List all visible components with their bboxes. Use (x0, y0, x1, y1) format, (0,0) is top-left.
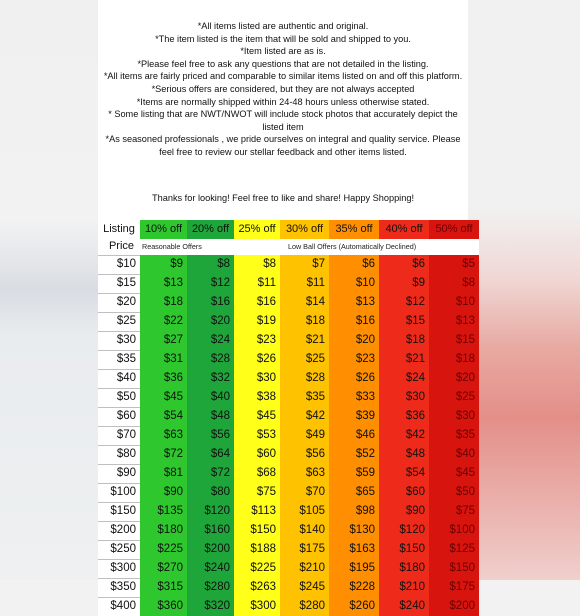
offer-price-cell: $48 (187, 407, 234, 426)
price-header: Price (98, 238, 140, 255)
offer-price-cell: $70 (280, 483, 329, 502)
row-divider (98, 540, 140, 541)
listing-price-cell: $150 (98, 502, 140, 521)
offer-price-cell: $45 (234, 407, 280, 426)
table-row (98, 521, 518, 540)
policy-note: * Some listing that are NWT/NWOT will include stock photos that accurately depict the listed item (108, 109, 458, 132)
offer-price-cell: $40 (187, 388, 234, 407)
listing-info-card (98, 0, 475, 612)
table-header-row (98, 220, 518, 239)
discount-column-header: 40% off (379, 220, 429, 239)
table-row (98, 559, 518, 578)
row-divider (98, 369, 140, 370)
policy-note: *All items listed are authentic and original. (197, 21, 369, 31)
offer-price-cell: $72 (140, 445, 187, 464)
offer-price-cell: $26 (329, 369, 379, 388)
offer-price-cell: $64 (187, 445, 234, 464)
offer-price-cell: $32 (187, 369, 234, 388)
offer-price-cell: $12 (379, 293, 429, 312)
offer-price-cell: $9 (379, 274, 429, 293)
offer-price-cell: $16 (187, 293, 234, 312)
offer-price-cell: $48 (379, 445, 429, 464)
offer-price-cell: $80 (187, 483, 234, 502)
offer-price-cell: $13 (429, 312, 479, 331)
offer-price-cell: $54 (140, 407, 187, 426)
offer-price-cell: $81 (140, 464, 187, 483)
row-divider (98, 502, 140, 503)
row-divider (98, 597, 140, 598)
offer-price-cell: $27 (140, 331, 187, 350)
offer-price-cell: $28 (280, 369, 329, 388)
listing-price-cell: $100 (98, 483, 140, 502)
reasonable-offers-label: Reasonable Offers (142, 242, 202, 251)
row-divider (98, 426, 140, 427)
policy-note: *All items are fairly priced and comparable to similar items listed on and off this platform. (103, 71, 463, 82)
offer-price-cell: $18 (379, 331, 429, 350)
listing-price-cell: $35 (98, 350, 140, 369)
offer-price-cell: $320 (187, 597, 234, 616)
offer-price-cell: $188 (234, 540, 280, 559)
row-divider (98, 350, 140, 351)
offer-price-cell: $15 (379, 312, 429, 331)
blurred-background-left (0, 0, 98, 580)
offer-price-cell: $35 (280, 388, 329, 407)
offer-price-cell: $270 (140, 559, 187, 578)
offer-price-cell: $280 (187, 578, 234, 597)
offer-price-cell: $8 (187, 255, 234, 274)
table-row (98, 597, 518, 616)
discount-column-header: 20% off (187, 220, 234, 239)
offer-price-cell: $50 (429, 483, 479, 502)
offer-price-cell: $30 (379, 388, 429, 407)
table-row (98, 312, 518, 331)
offer-price-cell: $113 (234, 502, 280, 521)
offer-price-cell: $12 (187, 274, 234, 293)
offer-price-cell: $18 (280, 312, 329, 331)
offer-price-cell: $33 (329, 388, 379, 407)
offer-price-cell: $175 (429, 578, 479, 597)
offer-price-cell: $315 (140, 578, 187, 597)
offer-price-cell: $180 (140, 521, 187, 540)
row-divider (98, 274, 140, 275)
row-divider (98, 445, 140, 446)
table-row (98, 331, 518, 350)
listing-price-cell: $90 (98, 464, 140, 483)
offer-price-cell: $53 (234, 426, 280, 445)
offer-price-cell: $90 (140, 483, 187, 502)
offer-price-cell: $18 (140, 293, 187, 312)
offer-price-cell: $63 (140, 426, 187, 445)
discount-column-header: 10% off (140, 220, 187, 239)
offer-price-cell: $225 (140, 540, 187, 559)
offer-price-cell: $240 (379, 597, 429, 616)
offer-price-cell: $125 (429, 540, 479, 559)
row-divider (98, 255, 140, 256)
subheader-band (429, 239, 479, 255)
listing-price-cell: $30 (98, 331, 140, 350)
offer-price-cell: $13 (329, 293, 379, 312)
offer-price-cell: $175 (280, 540, 329, 559)
offer-price-cell: $39 (329, 407, 379, 426)
offer-price-cell: $40 (429, 445, 479, 464)
table-row (98, 540, 518, 559)
offer-price-cell: $9 (140, 255, 187, 274)
offer-price-cell: $200 (187, 540, 234, 559)
offer-price-cell: $23 (329, 350, 379, 369)
offer-price-cell: $263 (234, 578, 280, 597)
offer-price-cell: $36 (140, 369, 187, 388)
offer-price-cell: $100 (429, 521, 479, 540)
offer-price-cell: $56 (280, 445, 329, 464)
offer-price-cell: $31 (140, 350, 187, 369)
offer-price-cell: $5 (429, 255, 479, 274)
offer-price-cell: $228 (329, 578, 379, 597)
listing-price-cell: $70 (98, 426, 140, 445)
listing-price-cell: $300 (98, 559, 140, 578)
table-row (98, 255, 518, 274)
table-row (98, 369, 518, 388)
offer-price-cell: $19 (234, 312, 280, 331)
policy-note: *Please feel free to ask any questions that are not detailed in the listing. (137, 58, 429, 69)
offer-price-cell: $13 (140, 274, 187, 293)
offer-price-cell: $16 (234, 293, 280, 312)
offer-price-cell: $68 (234, 464, 280, 483)
offer-price-cell: $200 (429, 597, 479, 616)
lowball-offers-label: Low Ball Offers (Automatically Declined) (288, 242, 417, 251)
offer-price-cell: $280 (280, 597, 329, 616)
offer-price-cell: $59 (329, 464, 379, 483)
offer-price-cell: $30 (429, 407, 479, 426)
offer-price-cell: $300 (234, 597, 280, 616)
offer-price-cell: $120 (187, 502, 234, 521)
table-row (98, 464, 518, 483)
policy-note: *Items are normally shipped within 24-48 hours unless otherwise stated. (136, 96, 430, 107)
offer-price-cell: $24 (187, 331, 234, 350)
listing-price-cell: $40 (98, 369, 140, 388)
offer-price-cell: $240 (187, 559, 234, 578)
offer-price-cell: $60 (379, 483, 429, 502)
listing-price-cell: $80 (98, 445, 140, 464)
offer-price-cell: $10 (429, 293, 479, 312)
row-divider (98, 312, 140, 313)
discount-column-header: 25% off (234, 220, 280, 239)
offer-price-cell: $28 (187, 350, 234, 369)
listing-price-cell: $10 (98, 255, 140, 274)
discount-column-header: 30% off (280, 220, 329, 239)
offer-price-cell: $24 (379, 369, 429, 388)
listing-price-cell: $250 (98, 540, 140, 559)
offer-price-cell: $21 (280, 331, 329, 350)
table-row (98, 350, 518, 369)
offer-price-cell: $42 (280, 407, 329, 426)
listing-header: Listing (98, 220, 140, 239)
offer-price-cell: $105 (280, 502, 329, 521)
offer-price-cell: $72 (187, 464, 234, 483)
offer-price-cell: $6 (329, 255, 379, 274)
offer-price-cell: $45 (429, 464, 479, 483)
offer-price-cell: $30 (234, 369, 280, 388)
table-row (98, 388, 518, 407)
offer-price-cell: $36 (379, 407, 429, 426)
offer-price-cell: $54 (379, 464, 429, 483)
row-divider (98, 578, 140, 579)
listing-price-cell: $200 (98, 521, 140, 540)
offer-price-cell: $11 (280, 274, 329, 293)
offer-price-cell: $75 (429, 502, 479, 521)
offer-price-cell: $195 (329, 559, 379, 578)
listing-price-cell: $60 (98, 407, 140, 426)
offer-price-cell: $18 (429, 350, 479, 369)
thanks-message: Thanks for looking! Feel free to like and share! Happy Shopping! (152, 193, 414, 203)
row-divider (98, 407, 140, 408)
offer-price-cell: $22 (140, 312, 187, 331)
offer-price-cell: $49 (280, 426, 329, 445)
policy-notes (98, 20, 468, 159)
offer-price-cell: $14 (280, 293, 329, 312)
row-divider (98, 483, 140, 484)
row-divider (98, 388, 140, 389)
policy-note: *As seasoned professionals , we pride ourselves on integral and quality service. Please feel free to review our stellar feedback and other items listed. (105, 134, 461, 157)
offer-price-cell: $16 (329, 312, 379, 331)
table-row (98, 274, 518, 293)
row-divider (98, 521, 140, 522)
offer-price-cell: $52 (329, 445, 379, 464)
offer-price-cell: $225 (234, 559, 280, 578)
offer-price-cell: $130 (329, 521, 379, 540)
offer-price-cell: $98 (329, 502, 379, 521)
offer-price-cell: $135 (140, 502, 187, 521)
table-row (98, 293, 518, 312)
offer-price-cell: $20 (187, 312, 234, 331)
table-row (98, 578, 518, 597)
row-divider (98, 293, 140, 294)
policy-note: *Item listed are as is. (240, 46, 326, 57)
offer-price-cell: $180 (379, 559, 429, 578)
offer-price-cell: $15 (429, 331, 479, 350)
offer-price-cell: $56 (187, 426, 234, 445)
listing-price-cell: $20 (98, 293, 140, 312)
offer-price-cell: $163 (329, 540, 379, 559)
offer-price-cell: $6 (379, 255, 429, 274)
offer-price-cell: $8 (429, 274, 479, 293)
table-row (98, 426, 518, 445)
offer-price-cell: $7 (280, 255, 329, 274)
offer-price-cell: $260 (329, 597, 379, 616)
offer-price-cell: $140 (280, 521, 329, 540)
offer-price-cell: $160 (187, 521, 234, 540)
offer-price-cell: $20 (429, 369, 479, 388)
offer-price-cell: $20 (329, 331, 379, 350)
offer-price-cell: $25 (280, 350, 329, 369)
offer-price-cell: $26 (234, 350, 280, 369)
policy-note: *The item listed is the item that will be sold and shipped to you. (155, 33, 411, 44)
offer-price-cell: $60 (234, 445, 280, 464)
offer-price-cell: $90 (379, 502, 429, 521)
offer-price-cell: $42 (379, 426, 429, 445)
offer-price-cell: $23 (234, 331, 280, 350)
offer-price-cell: $210 (280, 559, 329, 578)
offer-price-cell: $25 (429, 388, 479, 407)
offer-price-cell: $75 (234, 483, 280, 502)
offer-price-cell: $65 (329, 483, 379, 502)
offer-price-cell: $35 (429, 426, 479, 445)
table-row (98, 502, 518, 521)
row-divider (98, 331, 140, 332)
offer-price-cell: $46 (329, 426, 379, 445)
table-row (98, 483, 518, 502)
offer-price-cell: $150 (234, 521, 280, 540)
listing-price-cell: $15 (98, 274, 140, 293)
offer-price-table (98, 220, 475, 612)
offer-price-cell: $11 (234, 274, 280, 293)
discount-column-header: 50% off (429, 220, 479, 239)
discount-column-header: 35% off (329, 220, 379, 239)
offer-price-cell: $45 (140, 388, 187, 407)
row-divider (98, 464, 140, 465)
row-divider (98, 559, 140, 560)
offer-price-cell: $21 (379, 350, 429, 369)
listing-price-cell: $50 (98, 388, 140, 407)
subheader-band (234, 239, 280, 255)
listing-price-cell: $350 (98, 578, 140, 597)
offer-price-cell: $120 (379, 521, 429, 540)
offer-price-cell: $360 (140, 597, 187, 616)
offer-price-cell: $210 (379, 578, 429, 597)
table-row (98, 445, 518, 464)
table-row (98, 407, 518, 426)
offer-price-cell: $10 (329, 274, 379, 293)
offer-price-cell: $150 (379, 540, 429, 559)
listing-price-cell: $400 (98, 597, 140, 616)
offer-price-cell: $63 (280, 464, 329, 483)
offer-price-cell: $245 (280, 578, 329, 597)
offer-price-cell: $38 (234, 388, 280, 407)
offer-price-cell: $8 (234, 255, 280, 274)
offer-price-cell: $150 (429, 559, 479, 578)
policy-note: *Serious offers are considered, but they are not always accepted (151, 83, 415, 94)
listing-price-cell: $25 (98, 312, 140, 331)
